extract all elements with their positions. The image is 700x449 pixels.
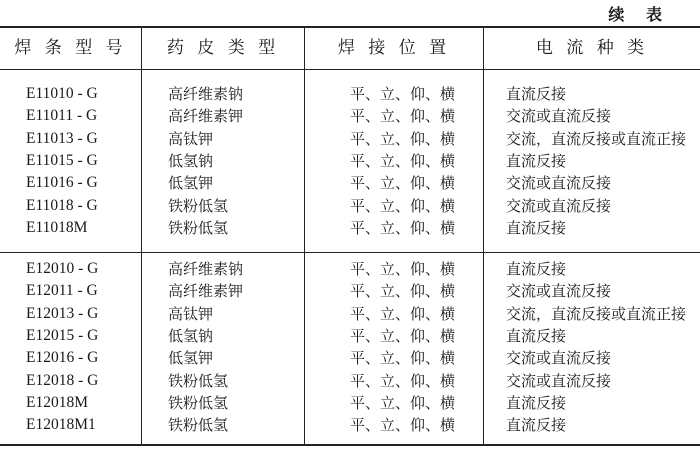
current-type-cell: 直流反接 <box>506 416 567 434</box>
electrode-model-cell: E12018M1 <box>26 416 96 433</box>
electrode-model-cell: E11018M <box>26 219 88 236</box>
current-type-cell: 交流或直流反接 <box>506 174 612 192</box>
welding-position-cell: 平、立、仰、横 <box>350 219 456 237</box>
column-divider <box>141 27 142 445</box>
welding-position-cell: 平、立、仰、横 <box>350 152 456 170</box>
coating-type-cell: 铁粉低氢 <box>168 394 229 412</box>
coating-type-cell: 低氢钾 <box>168 349 214 367</box>
table-caption: 续 表 <box>608 5 670 24</box>
welding-position-cell: 平、立、仰、横 <box>350 349 456 367</box>
welding-position-cell: 平、立、仰、横 <box>350 416 456 434</box>
welding-position-cell: 平、立、仰、横 <box>350 197 456 215</box>
header-welding-position: 焊 接 位 置 <box>337 38 451 58</box>
current-type-cell: 交流或直流反接 <box>506 107 612 125</box>
electrode-model-cell: E11010 - G <box>26 85 98 102</box>
coating-type-cell: 铁粉低氢 <box>168 416 229 434</box>
coating-type-cell: 铁粉低氢 <box>168 197 229 215</box>
electrode-model-cell: E12016 - G <box>26 349 99 366</box>
header-current-type: 电 流 种 类 <box>535 38 649 58</box>
current-type-cell: 交流或直流反接 <box>506 372 612 390</box>
electrode-model-cell: E12013 - G <box>26 305 99 322</box>
welding-position-cell: 平、立、仰、横 <box>350 394 456 412</box>
coating-type-cell: 高纤维素钠 <box>168 260 244 278</box>
current-type-cell: 交流，直流反接或直流正接 <box>506 305 687 323</box>
coating-type-cell: 铁粉低氢 <box>168 219 229 237</box>
column-divider <box>304 27 305 445</box>
welding-position-cell: 平、立、仰、横 <box>350 305 456 323</box>
welding-position-cell: 平、立、仰、横 <box>350 107 456 125</box>
coating-type-cell: 高纤维素钾 <box>168 282 244 300</box>
welding-position-cell: 平、立、仰、横 <box>350 85 456 103</box>
coating-type-cell: 低氢钾 <box>168 174 214 192</box>
coating-type-cell: 高钛钾 <box>168 305 214 323</box>
current-type-cell: 交流或直流反接 <box>506 197 612 215</box>
column-divider <box>483 27 484 445</box>
current-type-cell: 直流反接 <box>506 219 567 237</box>
welding-position-cell: 平、立、仰、横 <box>350 282 456 300</box>
electrode-model-cell: E12015 - G <box>26 327 99 344</box>
coating-type-cell: 高纤维素钠 <box>168 85 244 103</box>
table-group-separator <box>0 252 700 253</box>
current-type-cell: 直流反接 <box>506 260 567 278</box>
electrode-model-cell: E12010 - G <box>26 260 99 277</box>
current-type-cell: 交流，直流反接或直流正接 <box>506 130 687 148</box>
electrode-model-cell: E12018M <box>26 394 88 411</box>
electrode-model-cell: E11013 - G <box>26 130 98 147</box>
current-type-cell: 交流或直流反接 <box>506 282 612 300</box>
current-type-cell: 直流反接 <box>506 152 567 170</box>
coating-type-cell: 低氢钠 <box>168 327 214 345</box>
current-type-cell: 直流反接 <box>506 394 567 412</box>
electrode-model-cell: E11016 - G <box>26 174 98 191</box>
coating-type-cell: 低氢钠 <box>168 152 214 170</box>
welding-position-cell: 平、立、仰、横 <box>350 174 456 192</box>
welding-position-cell: 平、立、仰、横 <box>350 130 456 148</box>
electrode-model-cell: E11011 - G <box>26 107 98 124</box>
coating-type-cell: 高钛钾 <box>168 130 214 148</box>
table-header-rule <box>0 69 700 70</box>
welding-position-cell: 平、立、仰、横 <box>350 260 456 278</box>
header-electrode-model: 焊 条 型 号 <box>14 38 127 58</box>
header-coating-type: 药 皮 类 型 <box>166 38 280 58</box>
welding-position-cell: 平、立、仰、横 <box>350 327 456 345</box>
electrode-model-cell: E11018 - G <box>26 197 98 214</box>
coating-type-cell: 铁粉低氢 <box>168 372 229 390</box>
electrode-model-cell: E12011 - G <box>26 282 98 299</box>
current-type-cell: 直流反接 <box>506 85 567 103</box>
current-type-cell: 交流或直流反接 <box>506 349 612 367</box>
electrode-model-cell: E12018 - G <box>26 372 99 389</box>
welding-position-cell: 平、立、仰、横 <box>350 372 456 390</box>
current-type-cell: 直流反接 <box>506 327 567 345</box>
coating-type-cell: 高纤维素钾 <box>168 107 244 125</box>
electrode-model-cell: E11015 - G <box>26 152 98 169</box>
table-bottom-rule <box>0 444 700 446</box>
